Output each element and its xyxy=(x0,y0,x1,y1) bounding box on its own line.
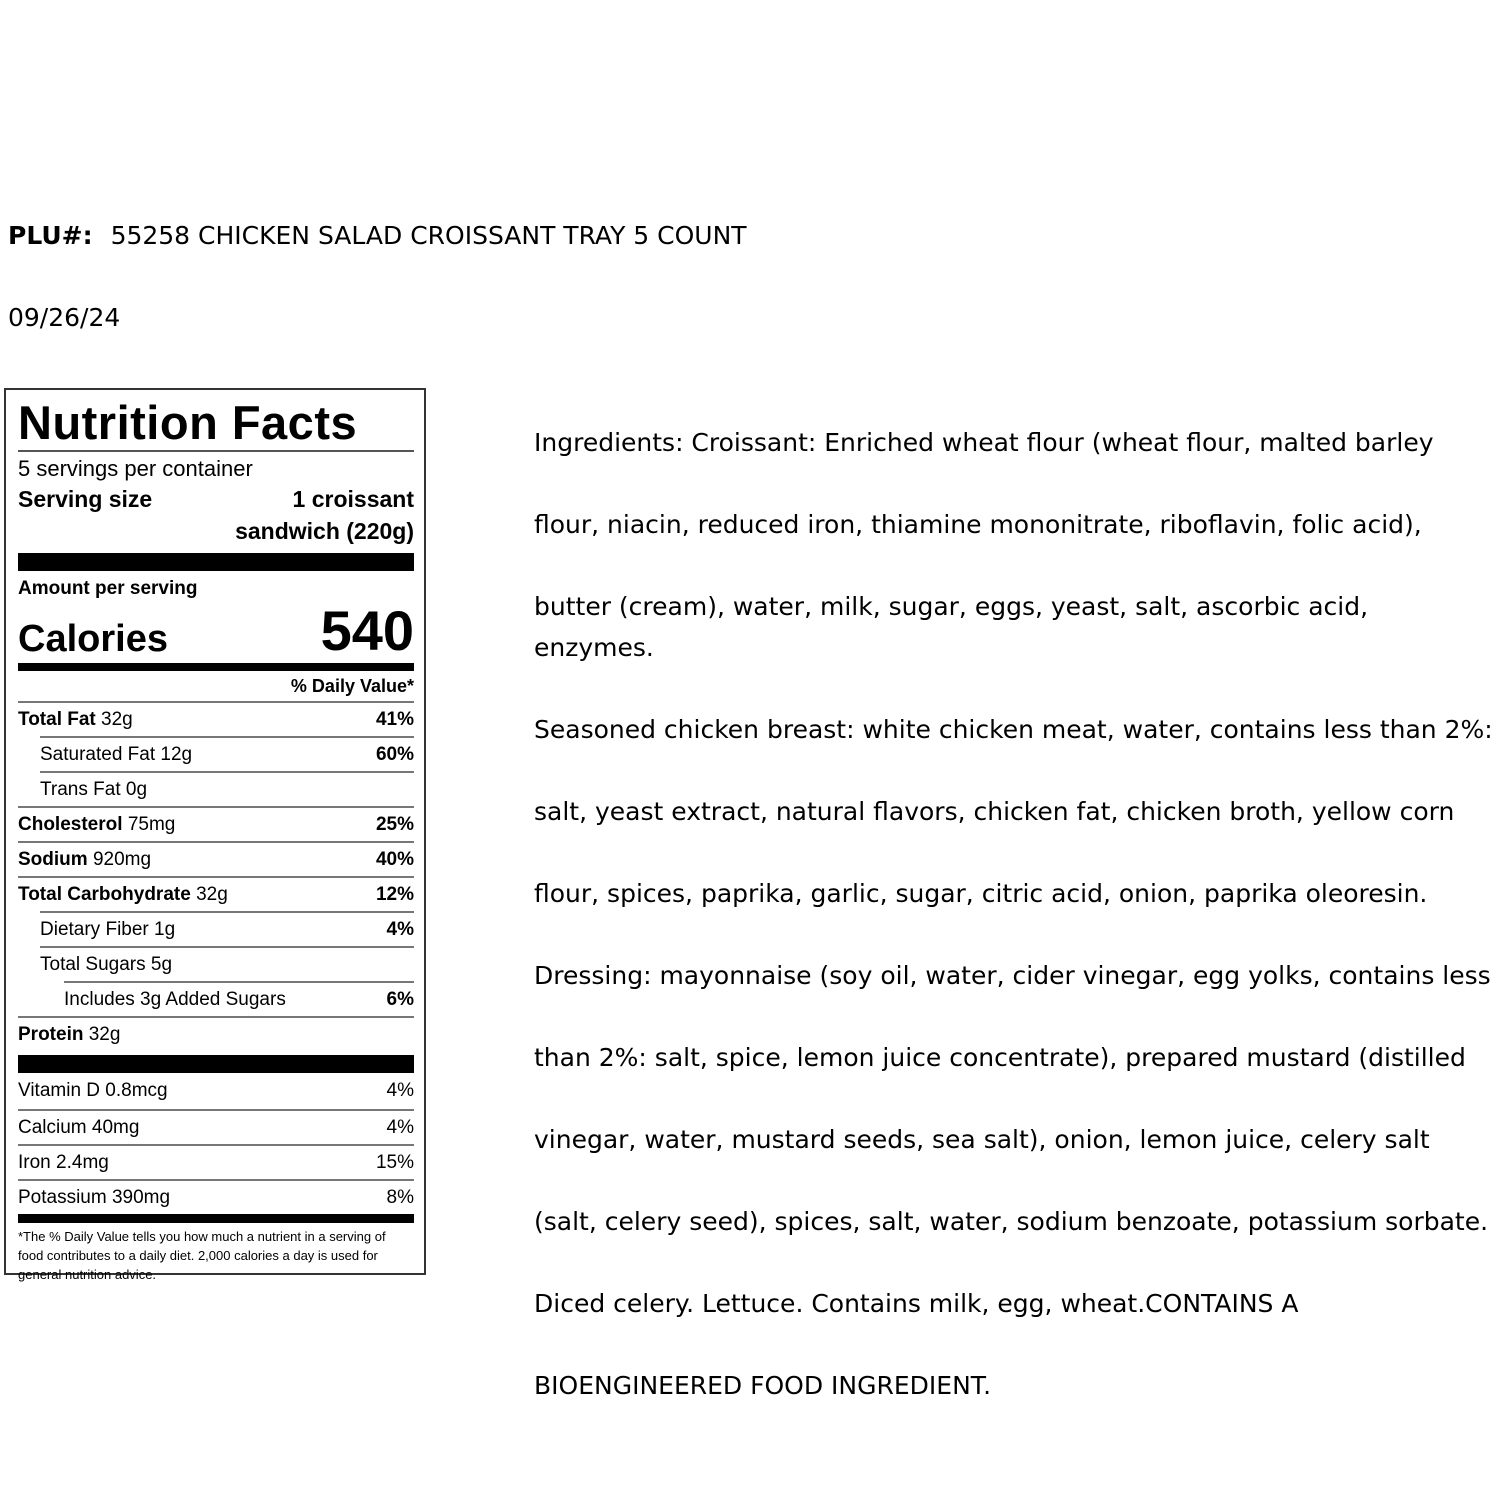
nutrient-row-total-carbohydrate: Total Carbohydrate 32g 12% xyxy=(18,876,414,911)
vitamin-row-potassium: Potassium 390mg 8% xyxy=(18,1179,414,1214)
plu-label: PLU#: xyxy=(8,221,93,250)
nutrient-row-saturated-fat: Saturated Fat 12g 60% xyxy=(40,736,414,771)
nutrition-facts-panel xyxy=(4,388,426,1282)
calories-value: 540 xyxy=(320,599,414,662)
nutrient-row-added-sugars: Includes 3g Added Sugars 6% xyxy=(64,981,414,1016)
serving-size-label: Serving size xyxy=(18,486,153,512)
ingredients-line: Dressing: mayonnaise (soy oil, water, cider vinegar, egg yolks, contains less xyxy=(534,961,1491,990)
ingredients-line: (salt, celery seed), spices, salt, water, sodium benzoate, potassium sorbate. xyxy=(534,1207,1489,1236)
ingredients-line: BIOENGINEERED FOOD INGREDIENT. xyxy=(534,1371,992,1400)
thick-divider xyxy=(18,553,414,571)
serving-size-value-1: 1 croissant xyxy=(292,486,414,512)
ingredients-line: Seasoned chicken breast: white chicken meat, water, contains less than 2%: xyxy=(534,715,1493,744)
medium-divider xyxy=(18,663,414,671)
nutrient-row-total-fat: Total Fat 32g 41% xyxy=(18,701,414,736)
ingredients-text xyxy=(534,381,1494,1447)
daily-value-footnote: *The % Daily Value tells you how much a nutrient in a serving of food contributes to a daily diet. 2,000 calories a day is used for general nutrition advice. xyxy=(18,1229,386,1282)
document-date: 09/26/24 xyxy=(8,303,121,332)
vitamin-row-iron: Iron 2.4mg 15% xyxy=(18,1144,414,1179)
calories-label: Calories xyxy=(18,618,168,660)
nutrient-row-trans-fat: Trans Fat 0g xyxy=(40,771,414,806)
nutrient-row-protein: Protein 32g xyxy=(18,1016,414,1051)
ingredients-line: flour, niacin, reduced iron, thiamine mononitrate, riboflavin, folic acid), xyxy=(534,510,1422,539)
ingredients-line: vinegar, water, mustard seeds, sea salt), onion, lemon juice, celery salt xyxy=(534,1125,1430,1154)
daily-value-header: % Daily Value* xyxy=(290,676,414,696)
ingredients-line: flour, spices, paprika, garlic, sugar, citric acid, onion, paprika oleoresin. xyxy=(534,879,1428,908)
ingredients-line: salt, yeast extract, natural flavors, chicken fat, chicken broth, yellow corn xyxy=(534,797,1455,826)
ingredients-line: Diced celery. Lettuce. Contains milk, egg, wheat.CONTAINS A xyxy=(534,1289,1299,1318)
plu-line xyxy=(8,220,747,252)
nutrition-facts-title: Nutrition Facts xyxy=(18,396,358,449)
vitamin-row-calcium: Calcium 40mg 4% xyxy=(18,1109,414,1144)
footnote-divider xyxy=(18,1214,414,1223)
servings-per-container: 5 servings per container xyxy=(18,456,253,481)
thick-divider-vitamins xyxy=(18,1055,414,1073)
serving-size-value-2: sandwich (220g) xyxy=(235,518,414,544)
nutrient-row-cholesterol: Cholesterol 75mg 25% xyxy=(18,806,414,841)
vitamin-row-vitamin-d: Vitamin D 0.8mcg 4% xyxy=(18,1080,414,1101)
serving-size-row xyxy=(18,484,414,515)
calories-row xyxy=(18,601,414,661)
nutrient-row-total-sugars: Total Sugars 5g xyxy=(40,946,414,981)
ingredients-line: than 2%: salt, spice, lemon juice concentrate), prepared mustard (distilled xyxy=(534,1043,1466,1072)
nutrient-row-dietary-fiber: Dietary Fiber 1g 4% xyxy=(40,911,414,946)
amount-per-serving: Amount per serving xyxy=(18,578,198,599)
ingredients-line: butter (cream), water, milk, sugar, eggs, yeast, salt, ascorbic acid, enzymes. xyxy=(534,592,1369,662)
plu-product-name: 55258 CHICKEN SALAD CROISSANT TRAY 5 COUNT xyxy=(110,221,747,250)
nutrient-row-sodium: Sodium 920mg 40% xyxy=(18,841,414,876)
ingredients-line: Ingredients: Croissant: Enriched wheat flour (wheat flour, malted barley xyxy=(534,428,1434,457)
